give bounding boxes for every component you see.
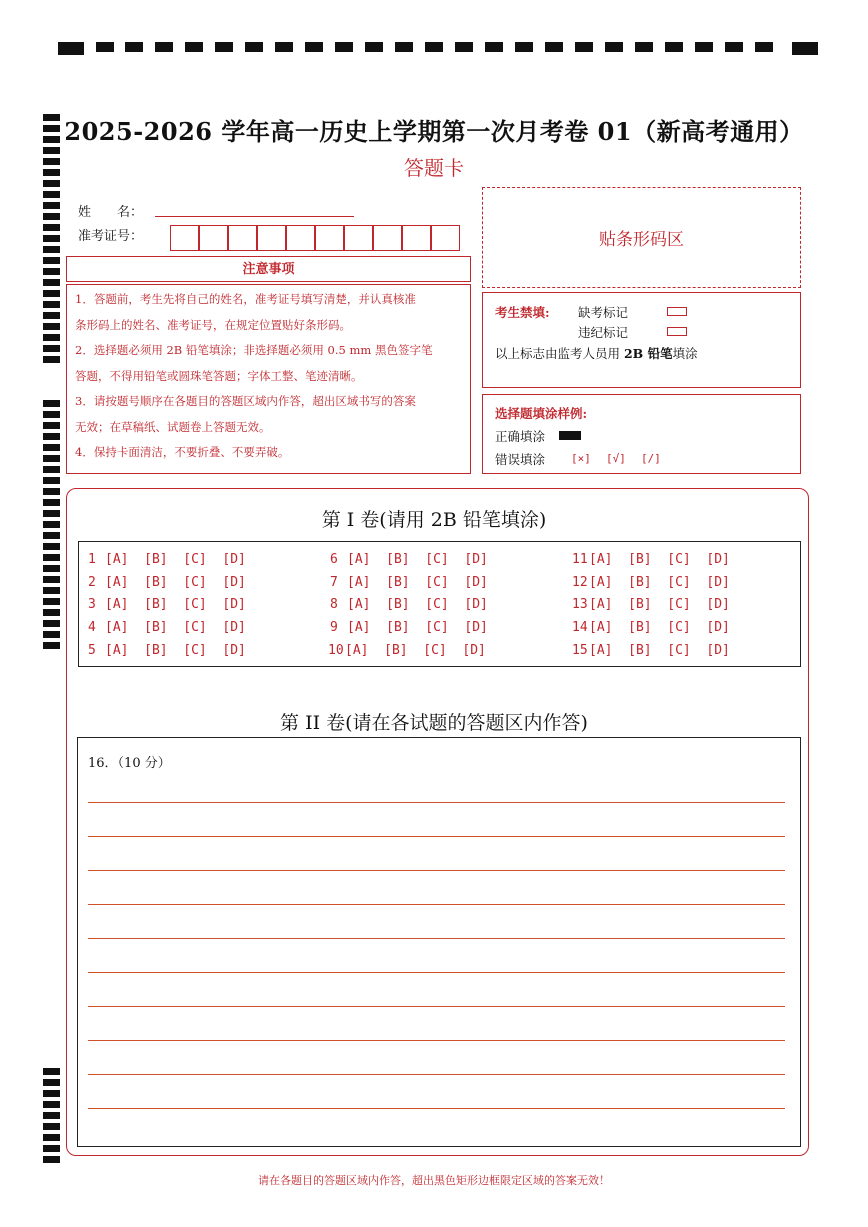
mc-options[interactable]: [A] [B] [C] [D]: [589, 597, 730, 612]
mc-options[interactable]: [A] [B] [C] [D]: [347, 597, 488, 612]
mc-number: 6: [330, 552, 346, 567]
page-subtitle: 答题卡: [404, 156, 464, 180]
name-field[interactable]: [155, 216, 354, 217]
note-line-5: 3．请按题号顺序在各题目的答题区域内作答，超出区域书写的答案: [75, 394, 416, 408]
barcode-label: 贴条形码区: [599, 230, 684, 250]
wrong-mark-2: [√]: [606, 452, 626, 465]
wrong-mark-1: [×]: [571, 452, 591, 465]
violation-mark[interactable]: [667, 327, 687, 336]
mc-options[interactable]: [A] [B] [C] [D]: [589, 643, 730, 658]
mc-options[interactable]: [A] [B] [C] [D]: [105, 575, 246, 590]
correct-label: 正确填涂: [495, 429, 546, 444]
mc-number: 4: [88, 620, 104, 635]
note-line-4: 答题，不得用铅笔或圆珠笔答题；字体工整、笔迹清晰。: [75, 368, 363, 383]
name-label: 姓 名：: [78, 205, 144, 220]
mc-options[interactable]: [A] [B] [C] [D]: [105, 552, 246, 567]
mc-number: 13: [572, 597, 588, 612]
mc-number: 1: [88, 552, 104, 567]
mc-question-8[interactable]: [330, 597, 488, 612]
mc-question-11[interactable]: [572, 552, 730, 567]
mc-options[interactable]: [A] [B] [C] [D]: [347, 552, 488, 567]
mc-number: 2: [88, 575, 104, 590]
correct-fill-sample: [559, 431, 581, 440]
notes-box: [66, 284, 471, 474]
note-line-1: 1．答题前，考生先将自己的姓名，准考证号填写清楚，并认真核准: [75, 292, 416, 306]
note-line-3: 2．选择题必须用 2B 铅笔填涂；非选择题必须用 0.5 mm 黑色签字笔: [75, 343, 433, 357]
mc-question-6[interactable]: [330, 552, 488, 567]
mc-number: 12: [572, 575, 588, 590]
note-line-2: 条形码上的姓名、准考证号，在规定位置贴好条形码。: [75, 317, 351, 332]
mc-question-9[interactable]: [330, 620, 488, 635]
wrong-mark-3: [/]: [641, 452, 661, 465]
note-line-7: 4．保持卡面清洁，不要折叠、不要弄破。: [75, 445, 290, 459]
mc-number: 9: [330, 620, 346, 635]
forbidden-box: [482, 292, 801, 388]
mc-options[interactable]: [A] [B] [C] [D]: [105, 597, 246, 612]
mc-number: 14: [572, 620, 588, 635]
mc-question-4[interactable]: [88, 620, 246, 635]
mc-question-14[interactable]: [572, 620, 730, 635]
mc-question-1[interactable]: [88, 552, 246, 567]
mc-number: 5: [88, 643, 104, 658]
mc-question-5[interactable]: [88, 643, 246, 658]
mc-options[interactable]: [A] [B] [C] [D]: [347, 575, 488, 590]
mc-options[interactable]: [A] [B] [C] [D]: [347, 620, 488, 635]
note-line-6: 无效；在草稿纸、试题卷上答题无效。: [75, 419, 271, 434]
mc-options[interactable]: [A] [B] [C] [D]: [589, 552, 730, 567]
answer-area[interactable]: [77, 737, 801, 1147]
mc-options[interactable]: [A] [B] [C] [D]: [589, 620, 730, 635]
mc-question-12[interactable]: [572, 575, 730, 590]
notes-title: 注意事项: [242, 262, 295, 277]
mc-question-10[interactable]: [328, 643, 486, 658]
sample-box: [482, 394, 801, 474]
mc-question-13[interactable]: [572, 597, 730, 612]
mc-options[interactable]: [A] [B] [C] [D]: [105, 620, 246, 635]
violation-label: 违纪标记: [578, 325, 629, 340]
barcode-area: [482, 187, 801, 288]
mc-number: 7: [330, 575, 346, 590]
forbidden-title: 考生禁填:: [495, 305, 550, 320]
sample-title: 选择题填涂样例:: [495, 406, 588, 421]
mc-options[interactable]: [A] [B] [C] [D]: [589, 575, 730, 590]
page-title: 2025-2026 学年高一历史上学期第一次月考卷 01（新高考通用）: [64, 117, 804, 146]
wrong-label: 错误填涂: [495, 452, 546, 467]
mc-number: 8: [330, 597, 346, 612]
mc-options[interactable]: [A] [B] [C] [D]: [345, 643, 486, 658]
forbidden-note: 以上标志由监考人员用 2B 铅笔填涂: [495, 346, 698, 361]
absent-mark[interactable]: [667, 307, 687, 316]
absent-label: 缺考标记: [578, 305, 629, 320]
notes-header: [66, 256, 471, 282]
mc-number: 15: [572, 643, 588, 658]
id-label: 准考证号：: [78, 229, 144, 244]
mc-question-7[interactable]: [330, 575, 488, 590]
mc-question-2[interactable]: [88, 575, 246, 590]
mc-number: 10: [328, 643, 344, 658]
question-16-label: 16．（10 分）: [88, 756, 171, 771]
footer-warning: 请在各题目的答题区域内作答，超出黑色矩形边框限定区域的答案无效！: [258, 1174, 610, 1187]
mc-number: 3: [88, 597, 104, 612]
mc-number: 11: [572, 552, 588, 567]
section1-title: 第 I 卷(请用 2B 铅笔填涂): [321, 509, 547, 531]
mc-question-15[interactable]: [572, 643, 730, 658]
mc-question-3[interactable]: [88, 597, 246, 612]
section2-title: 第 II 卷(请在各试题的答题区内作答): [280, 712, 588, 734]
mc-options[interactable]: [A] [B] [C] [D]: [105, 643, 246, 658]
